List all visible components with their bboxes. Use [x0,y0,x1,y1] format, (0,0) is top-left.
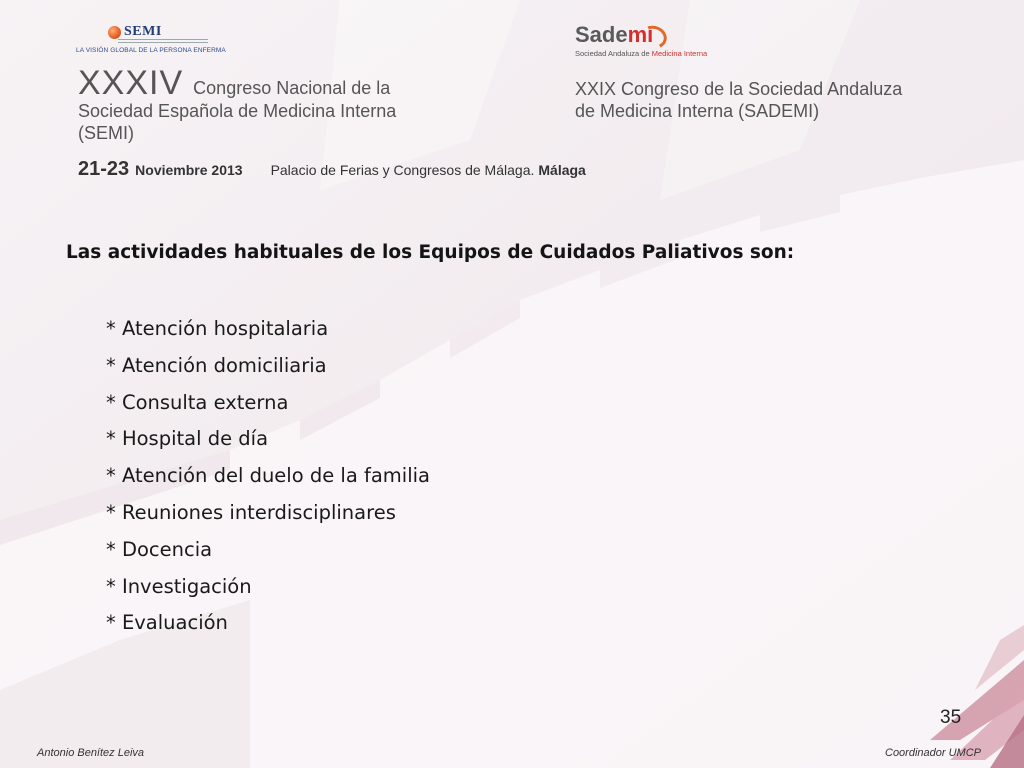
semi-logo-name: SEMI [124,24,162,39]
semi-congress-title-line1: Congreso Nacional de la [193,78,391,98]
semi-congress-title-line3: (SEMI) [78,123,134,143]
slide-heading: Las actividades habituales de los Equipos de Cuidados Paliativos son: [66,242,795,263]
footer-author: Antonio Benítez Leiva [37,747,145,759]
list-item: * Hospital de día [106,427,269,451]
congress-dates: 21-23 [78,158,130,180]
sademi-congress-header [575,78,995,122]
list-item: * Evaluación [106,611,228,635]
sademi-congress-title-line2: de Medicina Interna (SADEMI) [575,101,820,121]
sademi-congress-title-line1: XXIX Congreso de la Sociedad Andaluza [575,79,903,99]
list-item: * Atención domiciliaria [106,353,327,377]
sademi-tagline-prefix: Sociedad Andaluza de [575,49,652,58]
page-number: 35 [940,707,962,728]
semi-logo [76,22,226,58]
activities-list [106,315,430,646]
list-item: * Reuniones interdisciplinares [106,500,396,524]
congress-number: XXXIV [78,64,184,102]
list-item: * Atención hospitalaria [106,317,329,340]
sademi-name-part2: mi [627,22,654,47]
congress-venue: Palacio de Ferias y Congresos de Málaga. [270,162,535,178]
congress-city: Málaga [538,162,586,178]
list-item: * Atención del duelo de la familia [106,464,430,488]
list-item: * Consulta externa [106,390,289,414]
semi-congress-line1 [78,66,548,100]
congress-month-year: Noviembre 2013 [135,162,243,178]
sademi-tagline-accent: Medicina Interna [651,49,708,58]
footer-role: Coordinador UMCP [885,747,981,759]
semi-logo-subline [118,39,208,43]
sademi-name-part1: Sade [575,22,628,47]
semi-congress-header [78,66,548,144]
semi-globe-icon [108,26,121,39]
congress-date-venue [78,158,698,181]
list-item: * Investigación [106,574,252,598]
sademi-logo [575,20,755,60]
semi-logo-tagline: LA VISIÓN GLOBAL DE LA PERSONA ENFERMA [76,47,226,54]
sademi-logo-tagline [575,49,707,58]
semi-logo-mark [108,24,162,40]
semi-congress-title-line2: Sociedad Española de Medicina Interna [78,101,397,121]
list-item: * Docencia [106,537,213,561]
